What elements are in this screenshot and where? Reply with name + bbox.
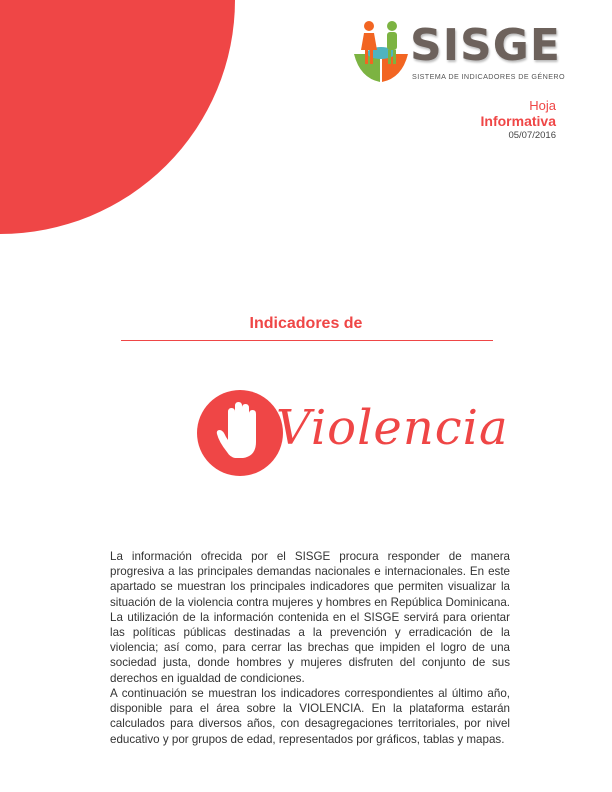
logo-subtitle: SISTEMA DE INDICADORES DE GÉNERO [412,72,565,81]
decorative-corner-circle [0,0,235,234]
doc-type-line2: Informativa [480,113,556,129]
continuation-paragraph: A continuación se muestran los indicadores correspondientes al último año, disponible para el área sobre la VIOLENCIA. En la plataforma estarán calculados para diversos años, con desagregaciones territoriales, por nivel educativo y por grupos de edad, representados por gráficos, tablas y mapas. [110,687,510,746]
section-title: Indicadores de [249,315,363,332]
topic-title: Violencia [276,400,509,456]
logo-wordmark: SISGE [410,20,561,71]
title-divider [121,340,493,341]
document-date: 05/07/2016 [508,130,556,141]
stop-hand-icon [197,390,283,476]
sisge-logo [352,18,582,88]
family-logo-icon [352,18,410,84]
doc-type-line1: Hoja [529,98,556,113]
intro-paragraph: La información ofrecida por el SISGE procura responder de manera progresiva a las principales demandas nacionales e internacionales. En este apartado se muestran los principales indicadores que permiten visualizar la situación de la violencia contra mujeres y hombres en República Dominicana. La utilización de la información contenida en el SISGE servirá para orientar las políticas públicas destinadas a la prevención y erradicación de la violencia; así como, para cerrar las brechas que impiden el logro de una sociedad justa, donde hombres y mujeres disfruten del conjunto de sus derechos en igualdad de condiciones. [110,550,510,685]
